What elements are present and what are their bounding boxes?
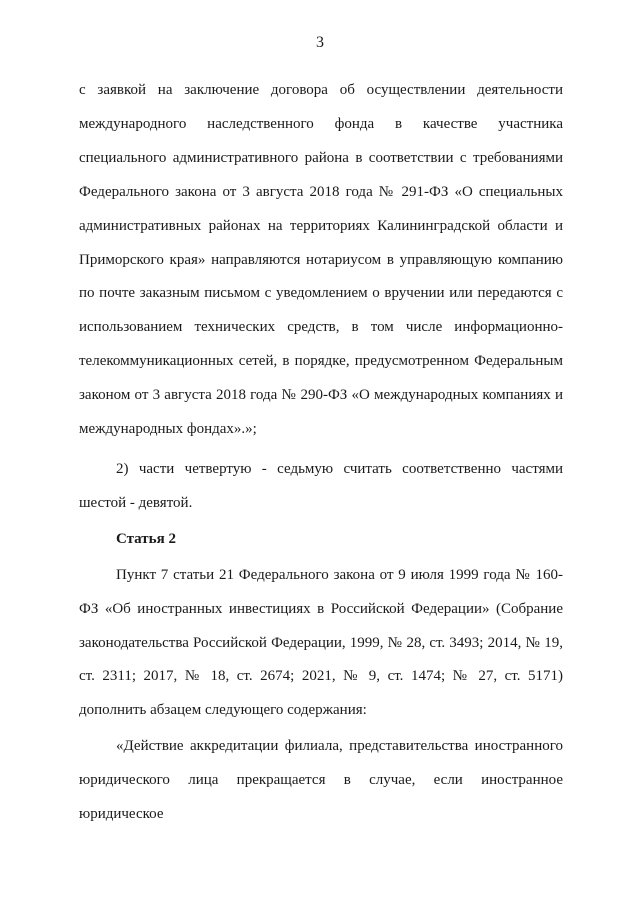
paragraph-foreign-investment: Пункт 7 статьи 21 Федерального закона от 9 июля 1999 года № 160-ФЗ «Об иностранных инвестициях в Российской Федерации» (Собрание законодательства Российской Федерации, 1999, № 28, ст. 3493; 2014, № 19, ст. 2311; 2017, № 18, ст. 2674; 2021, № 9, ст. 1474; № 27, ст. 5171) дополнить абзацем следующего содержания: bbox=[79, 566, 563, 719]
document-body bbox=[79, 74, 563, 832]
paragraph-notary-submission: с заявкой на заключение договора об осуществлении деятельности международного наследственного фонда в качестве участника специального административного района в соответствии с требованиями Федерального закона от 3 августа 2018 года № 291-ФЗ «О специальных административных районах на территориях Калининградской области и Приморского края» направляются нотариусом в управляющую компанию по почте заказным письмом с уведомлением о вручении или передаются с использованием технических средств, в том числе информационно-телекоммуникационных сетей, в порядке, предусмотренном Федеральным законом от 3 августа 2018 года № 290-ФЗ «О международных компаниях и международных фондах».»; bbox=[79, 82, 563, 438]
page-number: 3 bbox=[316, 34, 324, 51]
article-heading: Статья 2 bbox=[116, 530, 176, 547]
paragraph-renumber-parts: 2) части четвертую - седьмую считать соответственно частями шестой - девятой. bbox=[79, 460, 563, 511]
paragraph-accreditation: «Действие аккредитации филиала, представительства иностранного юридического лица прекращается в случае, если иностранное юридическое bbox=[79, 738, 563, 823]
